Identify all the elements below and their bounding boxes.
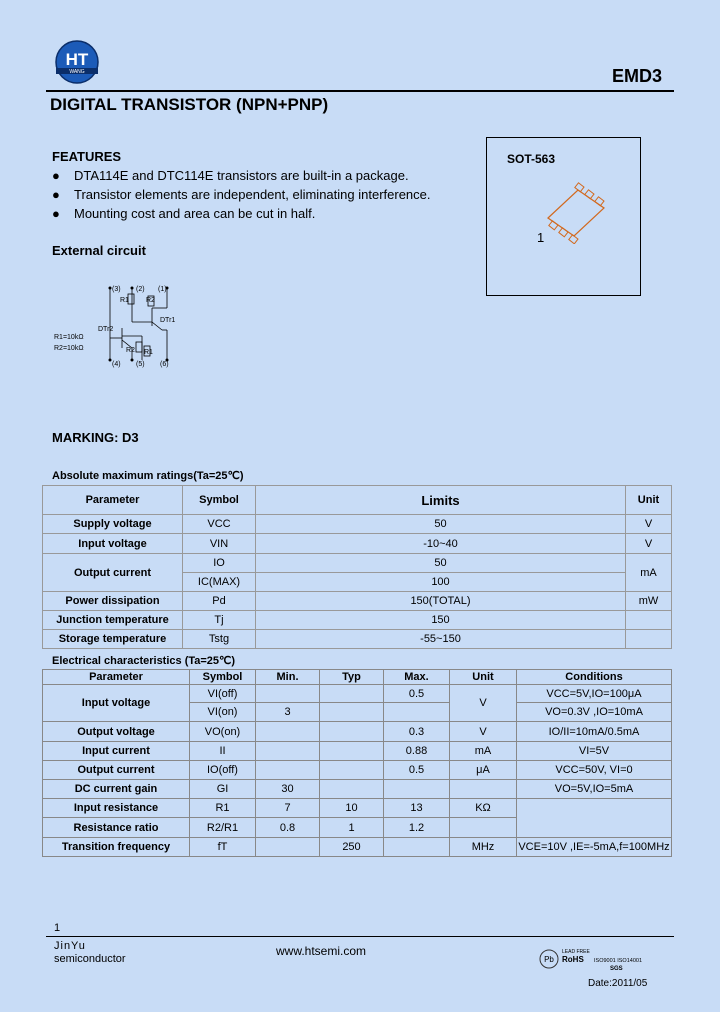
- symbol-cell: Tj: [183, 611, 256, 630]
- min-cell: [256, 761, 320, 780]
- limit-cell: -55~150: [256, 630, 626, 649]
- min-cell: 30: [256, 780, 320, 799]
- unit-cell: V: [450, 685, 517, 722]
- param-cell: DC current gain: [43, 780, 190, 799]
- features-heading: FEATURES: [52, 149, 122, 164]
- symbol-cell: R1: [190, 799, 256, 818]
- typ-cell: [320, 722, 384, 742]
- cert-sgs: SGS: [610, 966, 623, 972]
- max-cell: 1.2: [384, 818, 450, 838]
- unit-cell: V: [626, 515, 672, 534]
- typ-cell: 250: [320, 838, 384, 857]
- max-cell: [384, 703, 450, 722]
- page-title: DIGITAL TRANSISTOR (NPN+PNP): [50, 95, 329, 114]
- cert-lead-free: LEAD FREE: [562, 949, 590, 955]
- symbol-cell: GI: [190, 780, 256, 799]
- table-row: [43, 742, 672, 761]
- cert-iso: ISO9001 ISO14001: [594, 958, 643, 964]
- unit-cell: mA: [626, 554, 672, 592]
- typ-cell: [320, 703, 384, 722]
- min-cell: 0.8: [256, 818, 320, 838]
- cond-cell: VI=5V: [517, 742, 672, 761]
- package-label: SOT-563: [507, 152, 556, 166]
- col-header: Conditions: [517, 670, 672, 685]
- unit-cell: MHz: [450, 838, 517, 857]
- unit-cell: [450, 780, 517, 799]
- table-row: [43, 611, 672, 630]
- table-row: [43, 722, 672, 742]
- abs-max-table: [42, 485, 672, 649]
- limit-cell: -10~40: [256, 534, 626, 554]
- resistor-label: R1: [120, 297, 129, 304]
- table-row: [43, 630, 672, 649]
- unit-cell: [450, 818, 517, 838]
- company-name: JinYu: [54, 940, 86, 952]
- r2-value: R2=10kΩ: [54, 345, 84, 352]
- logo-subtext: WANG: [69, 69, 85, 75]
- table-row: [43, 761, 672, 780]
- unit-cell: V: [626, 534, 672, 554]
- col-header: Typ: [320, 670, 384, 685]
- package-drawing: [542, 182, 614, 244]
- symbol-cell: VI(off): [190, 685, 256, 703]
- unit-cell: [626, 630, 672, 649]
- param-cell: Resistance ratio: [43, 818, 190, 838]
- feature-item: [52, 168, 409, 183]
- feature-item: [52, 187, 431, 202]
- typ-cell: [320, 780, 384, 799]
- bullet-icon: ●: [52, 187, 60, 202]
- unit-cell: μA: [450, 761, 517, 780]
- unit-cell: mW: [626, 592, 672, 611]
- symbol-cell: IC(MAX): [183, 573, 256, 592]
- cond-cell: VO=0.3V ,IO=10mA: [517, 703, 672, 722]
- transistor-label: DTr2: [98, 326, 114, 333]
- col-header: Max.: [384, 670, 450, 685]
- pin-label: (2): [136, 286, 145, 293]
- param-cell: Output current: [43, 554, 183, 592]
- col-header: Parameter: [43, 486, 183, 515]
- param-cell: Storage temperature: [43, 630, 183, 649]
- table-row: [43, 534, 672, 554]
- bullet-icon: ●: [52, 168, 60, 183]
- table-header-row: [43, 486, 672, 515]
- symbol-cell: IO(off): [190, 761, 256, 780]
- min-cell: [256, 838, 320, 857]
- max-cell: [384, 780, 450, 799]
- part-number: EMD3: [611, 66, 662, 86]
- max-cell: 13: [384, 799, 450, 818]
- max-cell: [384, 838, 450, 857]
- min-cell: 7: [256, 799, 320, 818]
- cond-cell: VCC=5V,IO=100μA: [517, 685, 672, 703]
- unit-cell: V: [450, 722, 517, 742]
- limit-cell: 100: [256, 573, 626, 592]
- unit-cell: [626, 611, 672, 630]
- circuit-diagram: [52, 278, 182, 370]
- table-row: [43, 515, 672, 534]
- param-cell: Junction temperature: [43, 611, 183, 630]
- param-cell: Input voltage: [43, 534, 183, 554]
- cond-cell: VCE=10V ,IE=-5mA,f=100MHz: [517, 838, 672, 857]
- document-date: Date:2011/05: [588, 978, 648, 989]
- col-header: Limits: [256, 486, 626, 515]
- limit-cell: 50: [256, 554, 626, 573]
- min-cell: 3: [256, 703, 320, 722]
- resistor-label: R2: [146, 297, 155, 304]
- package-pin-label: 1: [537, 230, 545, 245]
- col-header: Symbol: [190, 670, 256, 685]
- symbol-cell: Tstg: [183, 630, 256, 649]
- elec-table: [42, 669, 672, 857]
- typ-cell: [320, 742, 384, 761]
- feature-text: DTA114E and DTC114E transistors are built-in a package.: [74, 168, 409, 183]
- min-cell: [256, 742, 320, 761]
- param-cell: Output voltage: [43, 722, 190, 742]
- col-header: Parameter: [43, 670, 190, 685]
- pin-label: (1): [158, 286, 167, 293]
- header-divider: [46, 90, 674, 92]
- pin-label: (5): [136, 361, 145, 368]
- unit-cell: KΩ: [450, 799, 517, 818]
- unit-cell: mA: [450, 742, 517, 761]
- symbol-cell: fT: [190, 838, 256, 857]
- col-header: Min.: [256, 670, 320, 685]
- col-header: Symbol: [183, 486, 256, 515]
- col-header: Unit: [450, 670, 517, 685]
- pb-free-icon: Pb: [544, 955, 554, 964]
- feature-text: Mounting cost and area can be cut in half.: [74, 206, 316, 221]
- table-row: [43, 592, 672, 611]
- cond-cell: VCC=50V, VI=0: [517, 761, 672, 780]
- symbol-cell: VIN: [183, 534, 256, 554]
- bullet-icon: ●: [52, 206, 60, 221]
- param-cell: Supply voltage: [43, 515, 183, 534]
- param-cell: Transition frequency: [43, 838, 190, 857]
- table-header-row: [43, 670, 672, 685]
- marking-code: MARKING: D3: [52, 430, 139, 445]
- table-row: [43, 554, 672, 573]
- limit-cell: 150(TOTAL): [256, 592, 626, 611]
- resistor-label: R1: [144, 349, 153, 356]
- typ-cell: [320, 685, 384, 703]
- col-header: Unit: [626, 486, 672, 515]
- symbol-cell: II: [190, 742, 256, 761]
- param-cell: Output current: [43, 761, 190, 780]
- table-row: [43, 685, 672, 703]
- company-name-2: semiconductor: [54, 953, 126, 965]
- cond-cell: IO/II=10mA/0.5mA: [517, 722, 672, 742]
- param-cell: Input voltage: [43, 685, 190, 722]
- abs-max-heading: Absolute maximum ratings(Ta=25℃): [52, 470, 244, 482]
- symbol-cell: R2/R1: [190, 818, 256, 838]
- typ-cell: 10: [320, 799, 384, 818]
- page-number: 1: [54, 922, 61, 934]
- r1-value: R1=10kΩ: [54, 334, 84, 341]
- table-row: [43, 780, 672, 799]
- pin-label: (4): [112, 361, 121, 368]
- limit-cell: 150: [256, 611, 626, 630]
- logo-text: HT: [65, 50, 89, 69]
- max-cell: 0.88: [384, 742, 450, 761]
- table-row: [43, 799, 672, 818]
- website-link[interactable]: www.htsemi.com: [276, 944, 367, 958]
- feature-text: Transistor elements are independent, eliminating interference.: [74, 187, 431, 202]
- cert-rohs: RoHS: [562, 955, 584, 964]
- max-cell: 0.5: [384, 685, 450, 703]
- cond-cell: VO=5V,IO=5mA: [517, 780, 672, 799]
- certification-badges: [538, 945, 678, 973]
- transistor-label: DTr1: [160, 317, 176, 324]
- max-cell: 0.3: [384, 722, 450, 742]
- typ-cell: [320, 761, 384, 780]
- company-logo: [54, 40, 100, 84]
- min-cell: [256, 685, 320, 703]
- feature-item: [52, 206, 315, 221]
- max-cell: 0.5: [384, 761, 450, 780]
- param-cell: Input current: [43, 742, 190, 761]
- elec-heading: Electrical characteristics (Ta=25℃): [52, 655, 236, 667]
- cond-cell: [517, 799, 672, 838]
- external-circuit-heading: External circuit: [52, 243, 146, 258]
- table-row: [43, 838, 672, 857]
- package-box: [486, 137, 641, 296]
- typ-cell: 1: [320, 818, 384, 838]
- symbol-cell: VCC: [183, 515, 256, 534]
- symbol-cell: VI(on): [190, 703, 256, 722]
- limit-cell: 50: [256, 515, 626, 534]
- symbol-cell: VO(on): [190, 722, 256, 742]
- symbol-cell: IO: [183, 554, 256, 573]
- pin-label: (3): [112, 286, 121, 293]
- symbol-cell: Pd: [183, 592, 256, 611]
- param-cell: Input resistance: [43, 799, 190, 818]
- min-cell: [256, 722, 320, 742]
- footer-divider: [46, 936, 674, 937]
- resistor-label: R2: [126, 347, 135, 354]
- pin-label: (6): [160, 361, 169, 368]
- param-cell: Power dissipation: [43, 592, 183, 611]
